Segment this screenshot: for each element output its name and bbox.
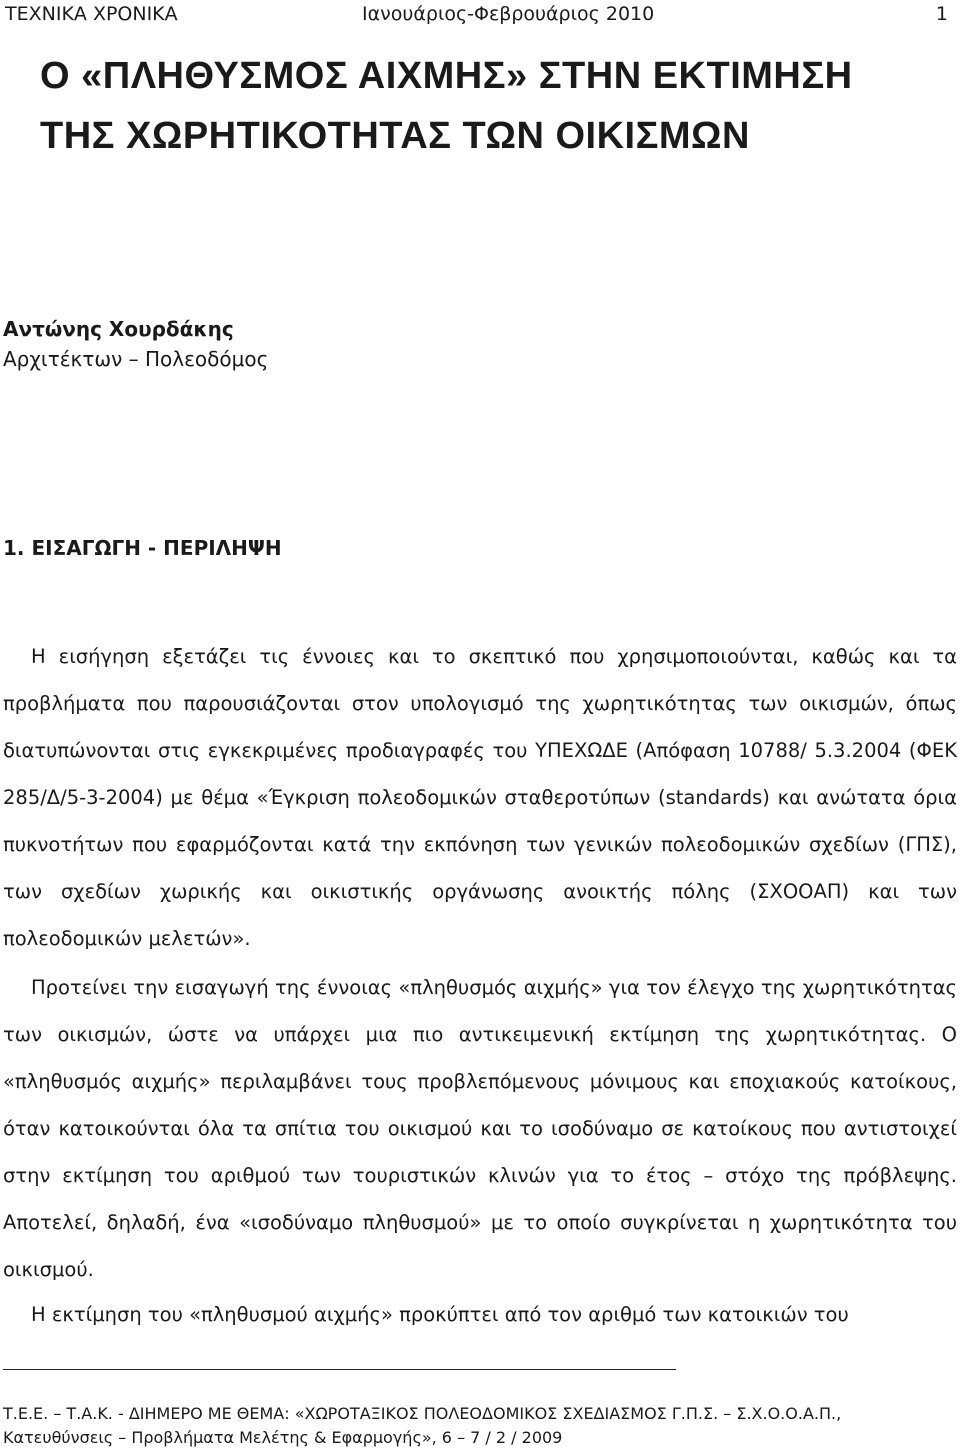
paragraph-text: Η εκτίμηση του «πληθυσμού αιχμής» προκύπτει από τον αριθμό των κατοικιών του	[31, 1303, 849, 1326]
footnote-divider	[3, 1369, 676, 1370]
issue-date: Ιανουάριος-Φεβρουάριος 2010	[362, 3, 655, 25]
author-name: Αντώνης Χουρδάκης	[3, 317, 234, 341]
title-line-2: ΤΗΣ ΧΩΡΗΤΙΚΟΤΗΤΑΣ ΤΩΝ ΟΙΚΙΣΜΩΝ	[40, 115, 750, 157]
journal-name: ΤΕΧΝΙΚΑ ΧΡΟΝΙΚΑ	[5, 3, 178, 25]
body-paragraph: Προτείνει την εισαγωγή της έννοιας «πληθυσμός αιχμής» για τον έλεγχο της χωρητικότητας των οικισμών, ώστε να υπάρχει μια πιο αντικειμενική εκτίμηση της χωρητικότητας. Ο «πληθυσμός αιχμής» περιλαμβάνει τους προβλεπόμενους μόνιμους και εποχιακούς κατοίκους, όταν κατοικούνται όλα τα σπίτια του οικισμού και το ισοδύναμο σε κατοίκους που αντιστοιχεί στην εκτίμηση του αριθμού των τουριστικών κλινών για το έτος – στόχο της πρόβλεψης. Αποτελεί, δηλαδή, ένα «ισοδύναμο πληθυσμού» με το οποίο συγκρίνεται η χωρητικότητα του οικισμού.	[3, 976, 957, 1281]
section-heading: 1. ΕΙΣΑΓΩΓΗ - ΠΕΡΙΛΗΨΗ	[3, 536, 282, 560]
footer-line-2: Κατευθύνσεις – Προβλήματα Μελέτης & Εφαρμογής», 6 – 7 / 2 / 2009	[3, 1428, 563, 1447]
article-title	[40, 46, 940, 166]
body-paragraph	[3, 1291, 957, 1338]
page-number: 1	[935, 3, 948, 25]
body-paragraph: Η εισήγηση εξετάζει τις έννοιες και το σκεπτικό που χρησιμοποιούνται, καθώς και τα προβλήματα που παρουσιάζονται στον υπολογισμό της χωρητικότητας των οικισμών, όπως διατυπώνονται στις εγκεκριμένες προδιαγραφές του ΥΠΕΧΩΔΕ (Απόφαση 10788/ 5.3.2004 (ΦΕΚ 285/Δ/5-3-2004) με θέμα «Έγκριση πολεοδομικών σταθεροτύπων (standards) και ανώτατα όρια πυκνοτήτων που εφαρμόζονται κατά την εκπόνηση των γενικών πολεοδομικών σχεδίων (ΓΠΣ), των σχεδίων χωρικής και οικιστικής οργάνωσης ανοικτής πόλης (ΣΧΟΟΑΠ) και των πολεοδομικών μελετών».	[3, 645, 957, 950]
author-block	[3, 314, 268, 374]
footer-line-1: Τ.Ε.Ε. – Τ.Α.Κ. - ΔΙΗΜΕΡΟ ΜΕ ΘΕΜΑ: «ΧΩΡΟΤΑΞΙΚΟΣ ΠΟΛΕΟΔΟΜΙΚΟΣ ΣΧΕΔΙΑΣΜΟΣ Γ.Π.Σ. – Σ.Χ.Ο.Ο.Α.Π.,	[3, 1404, 842, 1423]
title-line-1: Ο «ΠΛΗΘΥΣΜΟΣ ΑΙΧΜΗΣ» ΣΤΗΝ ΕΚΤΙΜΗΣΗ	[40, 55, 853, 97]
running-header	[0, 0, 960, 34]
author-role: Αρχιτέκτων – Πολεοδόμος	[3, 347, 269, 371]
page-footer	[3, 1402, 960, 1450]
